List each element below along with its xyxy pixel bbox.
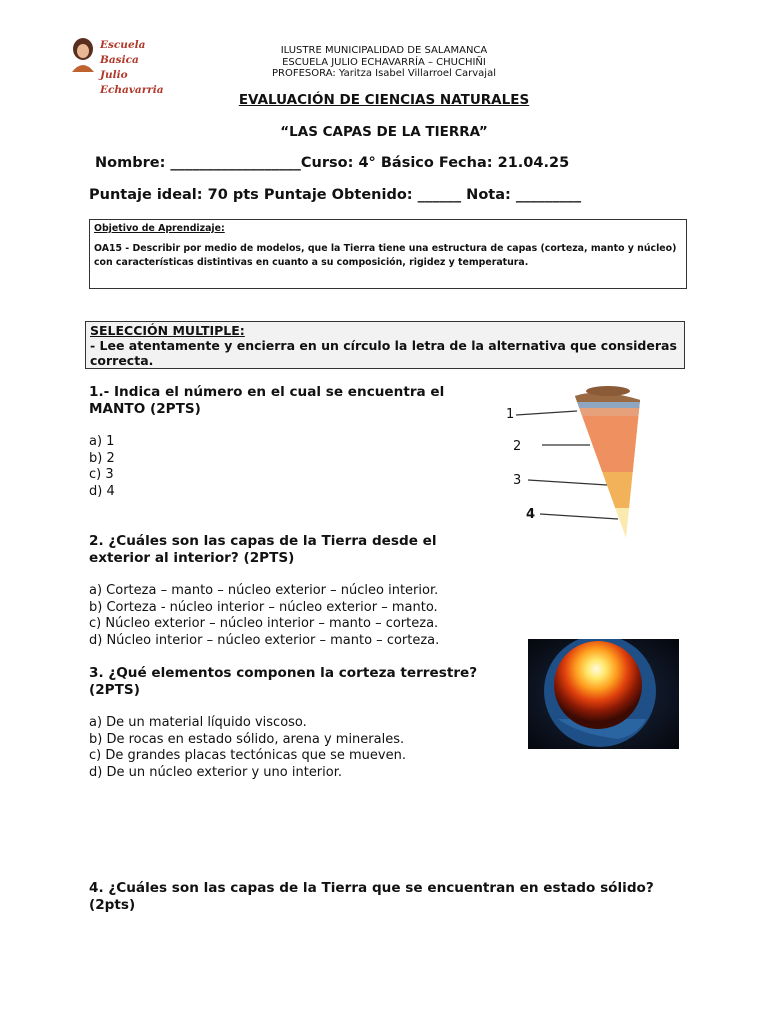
objective-heading: Objetivo de Aprendizaje: [94, 223, 225, 234]
question-1-option-b[interactable]: b) 2 [89, 450, 115, 466]
question-1-option-c[interactable]: c) 3 [89, 467, 114, 482]
question-3-prompt: 3. ¿Qué elementos componen la corteza terrestre? (2PTS) [89, 665, 478, 698]
label-3-pointer [528, 480, 607, 485]
header-line1: ILUSTRE MUNICIPALIDAD DE SALAMANCA [280, 45, 488, 56]
question-3-option-d[interactable]: d) De un núcleo exterior y uno interior. [89, 764, 343, 780]
figure-label-3: 3 [513, 473, 522, 488]
question-4-prompt: 4. ¿Cuáles son las capas de la Tierra que se encuentran en estado sólido? (2pts) [89, 880, 654, 913]
selection-heading: SELECCIÓN MULTIPLE: [90, 323, 245, 338]
objective-box [89, 219, 687, 289]
question-3-option-a[interactable]: a) De un material líquido viscoso. [89, 715, 307, 730]
earth-layers-wedge-figure [500, 378, 650, 543]
objective-text: OA15 - Describir por medio de modelos, que la Tierra tiene una estructura de capas (corteza, manto y núcleo) con características distintivas en cuanto a su composición, rigidez y temperatura. [94, 243, 677, 268]
header-line3: PROFESORA: Yaritza Isabel Villarroel Carvajal [272, 68, 496, 79]
score-info-line: Puntaje ideal: 70 pts Puntaje Obtenido: ______ Nota: _________ [89, 187, 582, 203]
label-1-pointer [516, 411, 577, 415]
question-2-option-d[interactable]: d) Núcleo interior – núcleo exterior – manto – corteza. [89, 632, 440, 648]
document-subtitle: “LAS CAPAS DE LA TIERRA” [280, 124, 488, 140]
question-2-option-b[interactable]: b) Corteza - núcleo interior – núcleo exterior – manto. [89, 599, 438, 615]
figure-label-1: 1 [506, 407, 515, 422]
question-2-option-a[interactable]: a) Corteza – manto – núcleo exterior – núcleo interior. [89, 583, 439, 598]
figure-label-4: 4 [526, 507, 536, 522]
selection-instruction: - Lee atentamente y encierra en un círculo la letra de la alternativa que consideras correcta. [90, 338, 677, 368]
logo-line2: Julio Echavarria [100, 69, 164, 96]
question-3-option-b[interactable]: b) De rocas en estado sólido, arena y minerales. [89, 731, 405, 747]
earth-cutaway-image [528, 639, 679, 749]
header-line2: ESCUELA JULIO ECHAVARRÍA – CHUCHIÑI [282, 56, 486, 68]
student-info-line: Nombre: __________________Curso: 4° Básico Fecha: 21.04.25 [95, 155, 570, 171]
crust-surface-mark [586, 386, 630, 396]
question-1-prompt: 1.- Indica el número en el cual se encuentra el MANTO (2PTS) [89, 384, 445, 417]
question-1-option-d[interactable]: d) 4 [89, 483, 115, 499]
logo-line1: Escuela Basica [100, 39, 146, 66]
question-2-option-c[interactable]: c) Núcleo exterior – núcleo interior – manto – corteza. [89, 616, 439, 631]
label-4-pointer [540, 514, 618, 519]
question-3-option-c[interactable]: c) De grandes placas tectónicas que se mueven. [89, 748, 406, 763]
question-2-options [89, 583, 439, 649]
school-header [0, 45, 768, 80]
question-2-prompt: 2. ¿Cuáles son las capas de la Tierra desde el exterior al interior? (2PTS) [89, 533, 437, 566]
question-3-options [89, 715, 406, 781]
question-1-option-a[interactable]: a) 1 [89, 434, 115, 449]
question-1-options [89, 434, 115, 500]
figure-label-2: 2 [513, 439, 522, 454]
selection-instructions-box [85, 321, 685, 369]
document-title: EVALUACIÓN DE CIENCIAS NATURALES [238, 92, 530, 108]
